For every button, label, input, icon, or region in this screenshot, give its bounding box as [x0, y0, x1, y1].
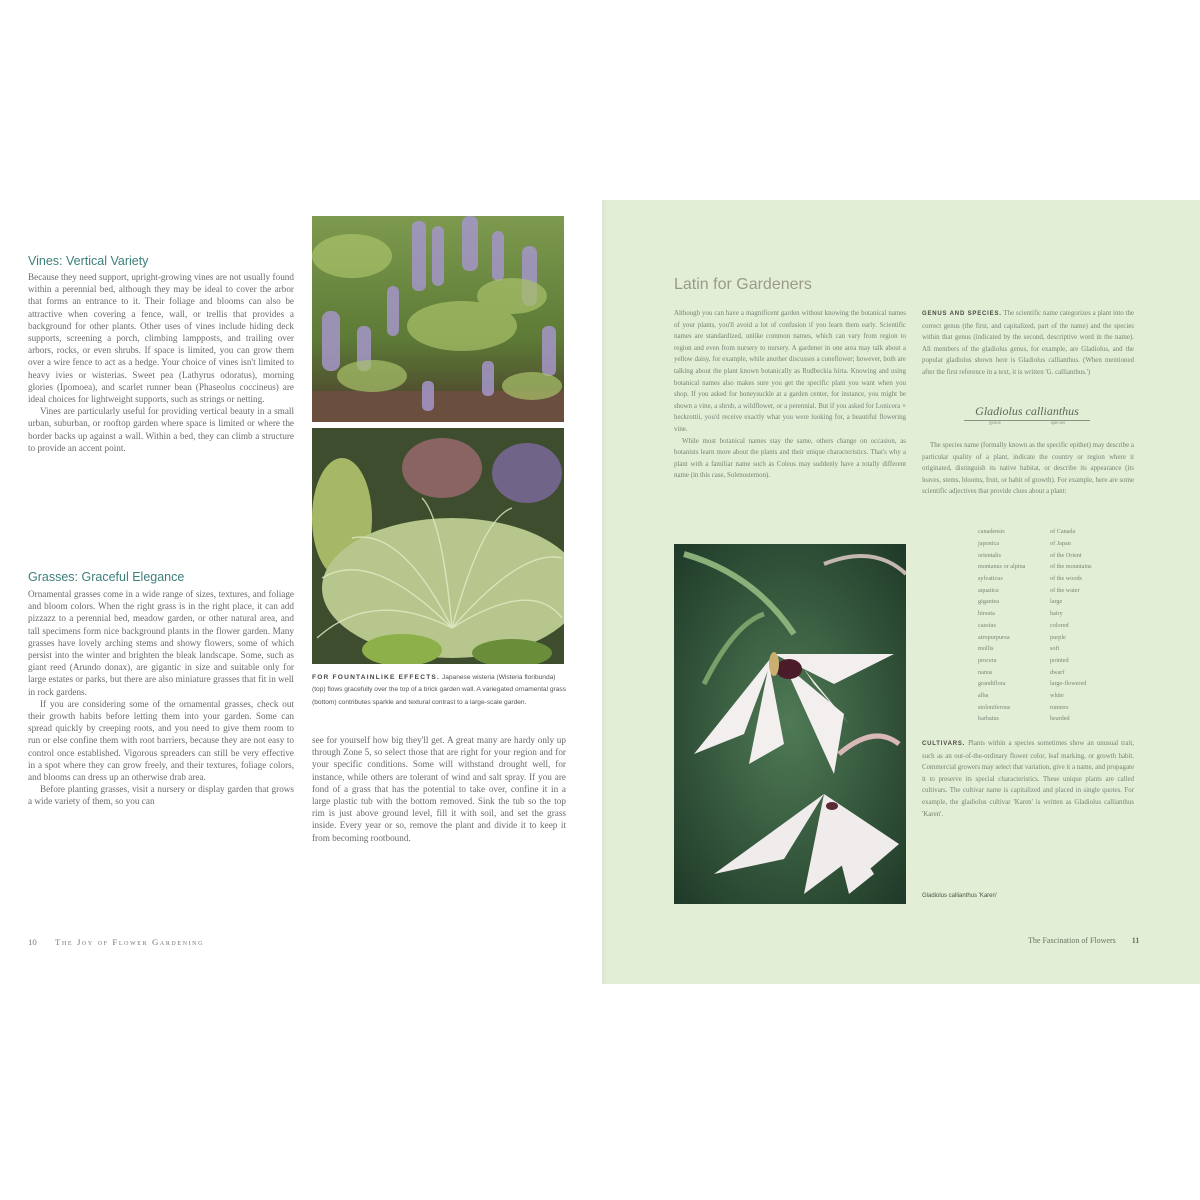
genus-species-lead: GENUS AND SPECIES.: [922, 311, 1002, 317]
species-label: species: [1050, 421, 1066, 426]
term-row: [978, 701, 1092, 713]
paragraph: If you are considering some of the ornamental grasses, check out their growth habits before letting them into your garden. Some can spread quickly by creeping roots, and you need to give them room to run or else confine them with root barriers, because they are not easy to control once established. Vigorous spreaders can still be very effective in a spot where they can grow freely, and their textures, foliage colors, and blooms can dress up an otherwise drab area.: [28, 698, 294, 783]
page-number: 10: [28, 937, 37, 947]
paragraph: Ornamental grasses come in a wide range of sizes, textures, and foliage and bloom colors. When the right grass is in the right place, it can add pizzazz to a perennial bed, meadow garden, or other natural area, and tall specimens form nice background plants in the flower garden. Many grasses have lovely arching stems and showy flowers, some of which persist into the winter and brighten the bleak landscape. Some, such as giant reed (Arundo donax), are gigantic in size and suitable only for large estates or parks, but there are also miniature grasses that fit in well in rock gardens.: [28, 589, 294, 697]
intro-text: [674, 308, 906, 482]
latin-term: caesius: [978, 621, 996, 629]
term-row: [978, 666, 1092, 678]
left-page-footer: [28, 937, 204, 947]
grass-image-icon: [312, 428, 564, 664]
wisteria-image-icon: [312, 216, 564, 422]
latin-term: aquatica: [978, 586, 999, 594]
paragraph: Although you can have a magnificent garden without knowing the botanical names of your plants, you'll avoid a lot of confusion if you learn them early. Scientific names are standardized, unlike common names, which can vary from region to region and even from nursery to nursery. A gardener in one area may talk about a yellow daisy, for example, while another discusses a coneflower; however, both are talking about the plant known botanically as Rudbeckia hirta. Knowing and using botanical names also makes sure you get the specific plant you want when you shop. If you asked for honeysuckle at a garden center, for instance, you might be shown a vine, a shrub, a wildflower, or a perennial. But if you asked for Lonicera × heckrottii, you'd receive exactly what you were looking for, a beautiful flowering vine.: [674, 310, 906, 433]
photo-caption: [312, 672, 566, 709]
paragraph: While most botanical names stay the same, others change on occasion, as botanists learn more about the plants and their unique characteristics. That's why a plant with a familiar name such as Coleus may suddenly have a totally different name (in this case, Solenostemon).: [674, 437, 906, 480]
term-row: [978, 526, 1092, 538]
book-title: The Joy of Flower Gardening: [55, 937, 205, 947]
term-row: [978, 538, 1092, 550]
latin-term: hirsuta: [978, 610, 995, 618]
term-row: [978, 608, 1092, 620]
term-meaning: white: [1050, 691, 1064, 699]
right-page-sidebar: [602, 200, 1200, 984]
grass-photo: [312, 428, 564, 664]
wisteria-photo: [312, 216, 564, 422]
term-meaning: of the Orient: [1050, 551, 1082, 559]
right-page-footer: [1028, 936, 1139, 945]
gladiolus-photo: [674, 544, 906, 904]
running-head: The Fascination of Flowers: [1028, 936, 1116, 945]
term-meaning: of Canada: [1050, 528, 1076, 536]
term-meaning: hairy: [1050, 610, 1063, 618]
latin-term: stoloniferous: [978, 703, 1011, 711]
term-row: [978, 713, 1092, 725]
vines-body: [28, 271, 294, 454]
term-row: [978, 584, 1092, 596]
grasses-body: [28, 588, 294, 808]
term-meaning: of the mountains: [1050, 563, 1092, 571]
latin-term: canadensis: [978, 528, 1005, 536]
continued-body: [312, 734, 566, 844]
genus-label: genus: [988, 421, 1001, 426]
term-row: [978, 678, 1092, 690]
latin-term: orientalis: [978, 551, 1002, 559]
term-row: [978, 643, 1092, 655]
page-number: 11: [1131, 936, 1140, 945]
term-meaning: colored: [1050, 621, 1069, 629]
paragraph: The species name (formally known as the specific epithet) may describe a particular quality of a plant, indicate the country or region where it originated, distinguish its native habitat, or describe its appearance (its leaves, stems, blooms, fruit, or habit of growth). For example, here are some scientific adjectives that provide clues about a plant:: [922, 442, 1134, 496]
term-row: [978, 620, 1092, 632]
epithet-text: [922, 440, 1134, 498]
paragraph: Because they need support, upright-growing vines are not usually found within a perennial bed, although they may be ideal to cover the arbor that forms an entrance to it. Their foliage and blooms can also be attractive when covering a fence, wall, or trellis that provides a background for other plants. Other uses of vines include hiding deck supports, screening a porch, climbing lampposts, and trailing over arbors, rocks, or even shrubs. If space is limited, you can grow them over a wire fence to act as a hedge. Your choice of vines isn't limited to heavy ivies or wisterias. Sweet pea (Lathyrus odoratus), morning glories (Ipomoea), and scarlet runner bean (Phaseolus coccineus) are ideal choices for lightweight supports, such as strings or netting.: [28, 272, 294, 405]
caption-text: Japanese wisteria (Wisteria floribunda) (top) flows gracefully over the top of a brick garden wall. A variegated ornamental grass (bottom) contributes sparkle and textural contrast to a large-scale garden.: [312, 674, 566, 706]
term-meaning: large-flowered: [1050, 680, 1087, 688]
term-row: [978, 573, 1092, 585]
latin-term: alba: [978, 691, 989, 699]
term-meaning: pointed: [1050, 656, 1069, 664]
term-meaning: of the woods: [1050, 575, 1082, 583]
term-row: [978, 631, 1092, 643]
latin-name: Gladiolus callianthus: [975, 404, 1079, 418]
latin-term: grandiflora: [978, 680, 1006, 688]
term-meaning: of Japan: [1050, 540, 1071, 548]
section-heading-grasses: Grasses: Graceful Elegance: [28, 570, 185, 584]
term-meaning: runners: [1050, 703, 1069, 711]
latin-term: nanus: [978, 668, 993, 676]
cultivars-lead: CULTIVARS.: [922, 741, 966, 747]
latin-term: sylvaticus: [978, 575, 1003, 583]
term-meaning: dwarf: [1050, 668, 1065, 676]
paragraph: see for yourself how big they'll get. A great many are hardy only up through Zone 5, so select those that are right for your region and for your specific conditions. Some will withstand drought well, for instance, while others are tolerant of wind and salt spray. If you are fond of a grass that has the potential to take over, confine it in a large plastic tub with the bottom removed. Sink the tub so the top rim is just above ground level, fill it with soil, and set the grass inside. Every year or so, remove the plant and divide it to keep it from becoming rootbound.: [312, 735, 566, 843]
caption-lead: FOR FOUNTAINLIKE EFFECTS.: [312, 674, 441, 681]
left-page: [0, 200, 602, 984]
term-meaning: soft: [1050, 645, 1060, 653]
term-row: [978, 549, 1092, 561]
sidebar-title: Latin for Gardeners: [674, 276, 812, 293]
genus-species-text: [922, 308, 1134, 379]
latin-term: japonica: [978, 540, 999, 548]
latin-term: gigantea: [978, 598, 999, 606]
term-row: [978, 596, 1092, 608]
cultivars-body: Plants within a species sometimes show an unusual trait, such as an out-of-the-ordinary flower color, leaf marking, or growth habit. Commercial growers may select that variation, give it a name, and propagate it to preserve its special characteristics. These unique plants are called cultivars. The cultivar name is capitalized and placed in single quotes. For example, the gladiolus cultivar 'Karen' is written as Gladiolus callianthus 'Karen'.: [922, 740, 1134, 818]
latin-term: montanus or alpina: [978, 563, 1026, 571]
latin-term: mollis: [978, 645, 994, 653]
paragraph: Vines are particularly useful for providing vertical beauty in a small urban, suburban, or rooftop garden where space is limited or where the border backs up against a wall. Within a bed, they can climb a structure to provide an accent point.: [28, 406, 294, 453]
term-meaning: purple: [1050, 633, 1066, 641]
term-meaning: large: [1050, 598, 1063, 606]
latin-term: atropurpurea: [978, 633, 1010, 641]
term-row: [978, 690, 1092, 702]
cultivars-text: [922, 738, 1134, 820]
term-meaning: bearded: [1050, 715, 1070, 723]
latin-term: barbatus: [978, 715, 999, 723]
latin-name-example: [964, 404, 1090, 426]
genus-species-body: The scientific name categorizes a plant into the correct genus (the first, and capitalized, part of the name) and the species within that genus (indicated by the second, descriptive word in the name). All members of the gladiolus genus, for example, are Gladiolus, and the popular gladiolus shown here is Gladiolus callianthus. (When mentioned after the first reference in a text, it is written 'G. callianthus.'): [922, 310, 1134, 376]
section-heading-vines: Vines: Vertical Variety: [28, 254, 149, 268]
latin-term: procera: [978, 656, 997, 664]
term-row: [978, 561, 1092, 573]
term-meaning: of the water: [1050, 586, 1080, 594]
term-row: [978, 655, 1092, 667]
paragraph: Before planting grasses, visit a nursery or display garden that grows a wide variety of them, so you can: [28, 784, 294, 807]
gladiolus-caption: Gladiolus callianthus 'Karen': [922, 893, 997, 899]
gladiolus-image-icon: [674, 544, 906, 904]
latin-terms-table: [978, 526, 1092, 725]
